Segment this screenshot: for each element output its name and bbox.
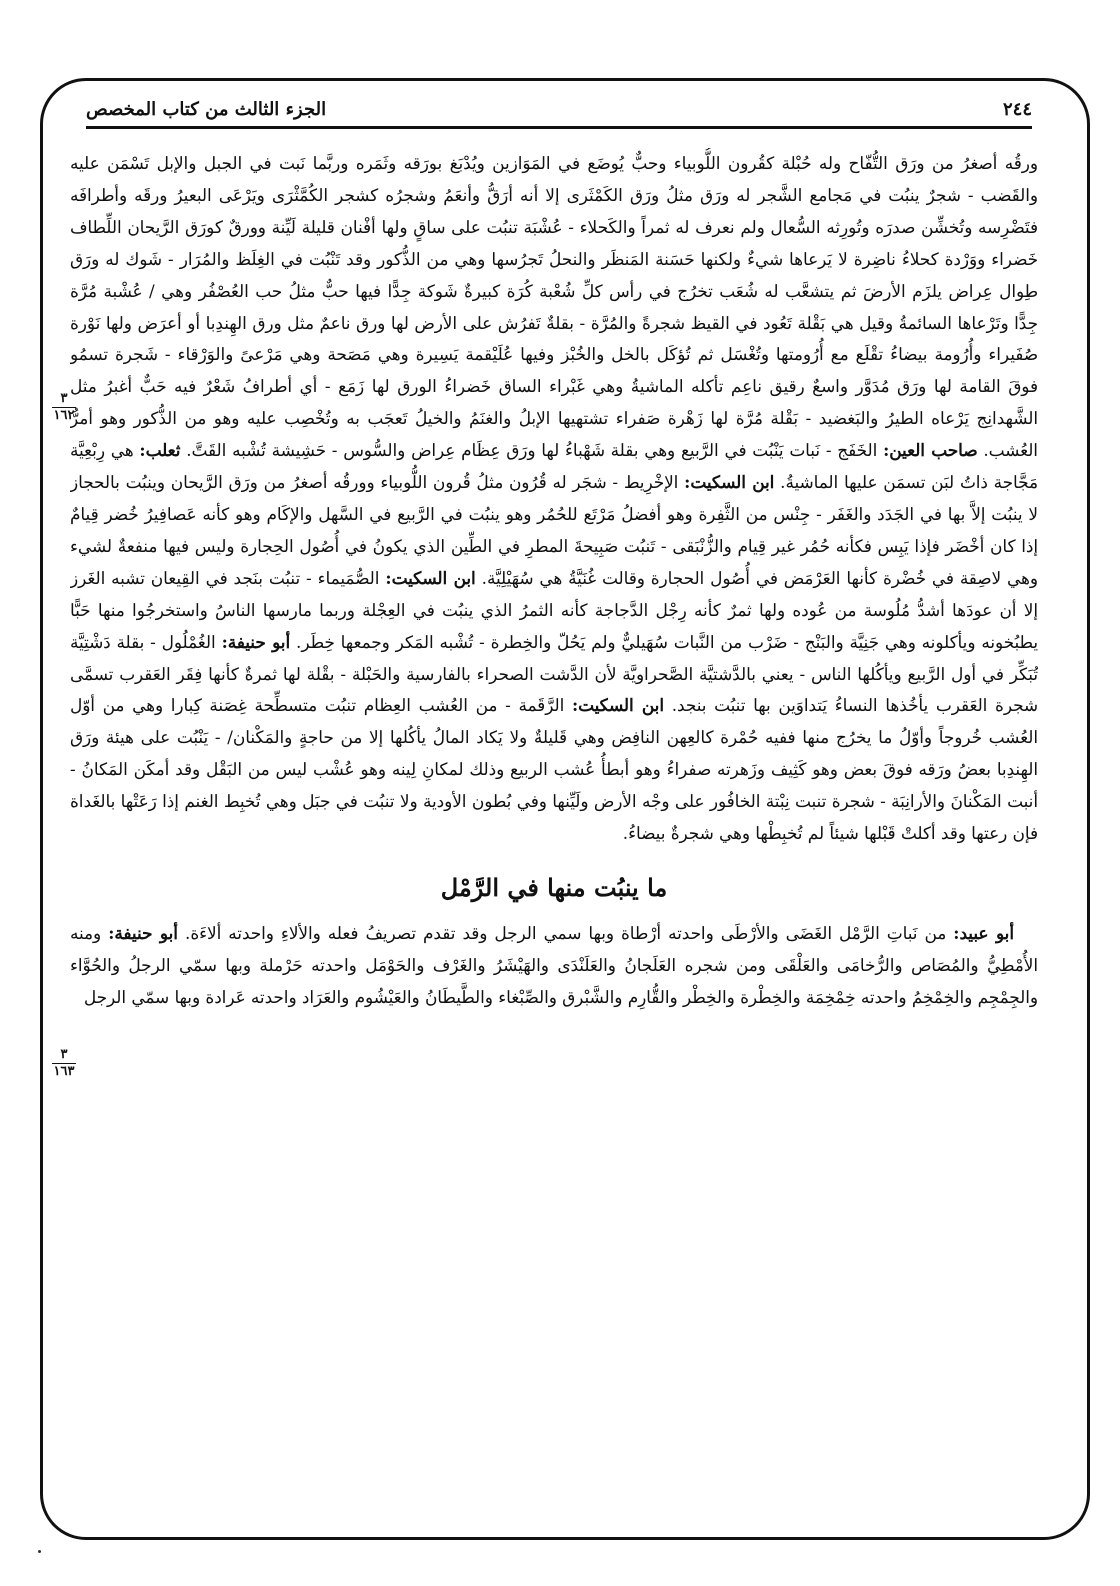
text-run: هي رِبْعِيَّة مَجَّاجة ذاتُ لبَن تسمَن عليها الماشيةُ. <box>70 440 1038 493</box>
text-run: ومنه الأُمْطِيُّ والمُصَاص والرُّخامَى والعَلْقَى ومن شجره العَلَجانُ والعَلَنْدَى والهَيْشَرُ والغَرْف والحَوْمَل واحدته حَرْملة وبها سمّي الرجلُ والحُوَّاء والجِمْجِم والخِمْخِمُ واحدته خِمْخِمَة والخِطْرة والخِطْر والقُّارِم والشَّبْرق والصِّبْغاء والطَّيطَانُ والعَيْشُوم والعَرَاد واحدته عَرادة وبها سمّي الرجل <box>70 922 1038 1007</box>
section-title: ما ينبُت منها في الرَّمْل <box>440 872 668 902</box>
margin-volume: ٣ <box>60 391 68 406</box>
page-header <box>86 94 1032 124</box>
speaker-label: صاحب العين: <box>883 440 978 461</box>
paragraph <box>70 918 1038 1014</box>
margin-page: ١٦٣ <box>53 1064 75 1079</box>
text-run: من نَباتِ الرَّمْل الغَضَى والأرْطَى واحدته أرْطاة وبها سمي الرجل وقد تقدم تصريفُ فعله والألاءِ واحدته ألاءَة. <box>184 922 947 943</box>
scan-speck <box>38 1550 41 1553</box>
main-text <box>70 148 1038 1518</box>
speaker-label: ابن السكيت: <box>385 567 476 588</box>
margin-page: ١٦٢ <box>53 408 75 423</box>
text-run: الصُّمَيماء - تنبُت بنَجد في القِيعان تشبه الغَرز إلا أن عودَها أشدُّ مُلُوسة من عُوده ولها ثمرٌ كأنه رِجْل الدَّجاجة كأنه الثمرُ الذي ينبُت في العِجْلة وربما مارسها الناسُ واستخرجُوا منها حَبًّا يطبُخونه ويأكلونه وهي جَنِيَّة والبَنْج - ضَرْب من النَّبات سُهَيليٌّ ولم يَحُلّ والخِطرة - تُشْبه المَكر وجمعها خِطَر. <box>70 567 1038 652</box>
speaker-label: ثعلب: <box>139 440 181 461</box>
margin-volume: ٣ <box>60 1047 68 1062</box>
text-run: ورقُه أصغرُ من ورَق التُّفّاح وله حُبْلة كقُرون اللُّوبياء وحبٌّ يُوضَع في المَوَازين ويُدْبَغ بورَقه وثَمَره وربَّما نَبت في الجبل والإبل تَسْمَن عليه والقَضب - شجرٌ ينبُت في مَجامع الشَّجر له ورَق مثلُ ورَق الكَمْثَرى إلا أنه أرَقُّ وأنعَمُ وشجرُه كشجر الكُمَّثْرَى ويَرْعَى البعيرُ ورقَه وأطرافَه فتَضْرِسه وتُخشِّن صدرَه وتُورِثه السُّعال ولم نعرف له ثمراً والكَحلاء - عُشْبَة تنبُت على ساقٍ ولها أفْنان قليلة لَيِّنة وورقٌ كورَق الرَّيحان اللِّطاف خَضراء ووَرْدة كحلاءُ ناضِرة لا يَرعاها شيءٌ ولكنها حَسَنة المَنظَر والنحلُ تَجرُسها وهي من الذُّكور وقد تَنْبُت في الغِلَظ والمُرَار - شَوك له ورَق طِوال عِراض يلزَم الأرضَ ثم يتشعَّب له شُعَب تخرُج في رأس كلِّ شُعْبة كُرَة كبيرةٌ شَوكة جِدًّا فيها حبٌّ مثلُ حب العُصْفُر وهي / <box>70 153 1038 301</box>
text-run: عُشْبة مُرَّة جِدًّا وتَرْعاها السائمةُ وقيل هي بَقْلة تَعُود في القيظ شجرةً والمُرَّة - بقلةٌ تَفرُش على الأرض لها ورق ناعمٌ مثل ورق الهِندِبا أو أعرَض ولها نَوْرة صُفَيراء وأُرُومة بيضاءُ تقْلَع مع أُرُومتها وتُغْسَل ثم تُؤكَل بالخل والخُبْز وفيها عُلَيْقمة يَسِيرة وهي مَصَحة وهي مَرْعىً والوَرْقاء - شَجرة تسمُو فوقَ القامة لها ورَق مُدَوَّر واسعٌ رقيق ناعِم تأكله الماشيةُ وهي غَبْراء الساق خَضراءُ الورق لها زَمَع - أي أطرافُ شَعْرٌ فيه حَبٌّ أغبرُ مثل الشَّهدانِج يَرْعاه الطيرُ والبَغضيد - بَقْلة مُرَّة لها زَهْرة صَفراء تشتهيها الإبلُ والغنَمُ والخيلُ تَعجَب به وتُخْصِب عليه وهو من الذُّكور وهو أمرُّ العُشب. <box>70 280 1038 461</box>
text-run: الغُمْلُول - بقلة دَشْتِيَّة تُبَكِّر في أول الرَّبيع ويأكُلها الناس - يعني بالدَّشتيَّة الصَّحراويَّة لأن الدَّشت الصحراء بالفارسية والحَبْلة - بقْلة لها ثمرةٌ كأنها فِقَر العَقرب تسمَّى شجرة العَقرب يأخُذها النساءُ يَتداوَين بها تنبُت بنجد. <box>70 631 1038 716</box>
text-run: الإخْرِيط - شجَر له قُرُون مثلُ قُرون اللُّوبياء وورقُه أصغرُ من ورَق الرَّيحان وينبُت بالحجاز لا ينبُت إلاَّ بها في الجَدَد والغَفَر - جِنْس من الثَّفِرة وهو أفضلُ مَرْتَع للحُمُر وهو ينبُت في الرَّبيع في السَّهل والإكَام وهو كأنه عَصافِيرُ خُضر قِيامٌ إذا كان أخْضَر فإذا يَبِس فكأنه حُمُر غير قِيام والزُّنْبَقى - تَنبُت صَبِيحةَ المطرِ في الطِّين الذي يكونُ في أُصُول الحِجارة وليس فيها منفعةٌ لشيء وهي لاصِقة في خُضْرة كأنها العَرْمَض في أُصُول الحجارة وقالت غُنَيَّةُ هي سُهَيْلِيَّة. <box>70 472 1038 588</box>
paragraph <box>70 148 1038 850</box>
running-title: الجزء الثالث من كتاب المخصص <box>86 98 327 120</box>
text-run: يَنْبُت على هيئة ورَق الهِندِبا بعضُ ورَقه فوقَ بعض وهو كَثِيف وزَهرته صفراءُ وهو أبطأُ عُشب الربيع وذلك لمكانِ لِينه وهو عُشْب ليس من البَقْل وقد أمكَن المَكانُ - أنبت المَكْنانَ والأرانِبَة - شجرة تنبت نِبْتة الخافُور على وجْه الأرض ولَيِّنها وفي بُطون الأودية ولا تنبُت في جبَل وهي تُخبِط الغنم إذا رَعَتْها بالغَداة فإن رعتها وقد أكلتْ قَبْلها شيئاً لم تُخبِطْها وهي شجرةٌ بيضاءُ. <box>70 727 1038 844</box>
speaker-label: ابن السكيت: <box>571 695 665 716</box>
text-run: الخَفَج - نَبات يَنْبُت في الرَّبيع وهي بقلة شَهْباءُ لها ورَق عِظَام عِراض والسُّوس - حَشِيشة تُشْبه القَتَّ. <box>186 440 878 461</box>
header-rule <box>86 126 1032 129</box>
speaker-label: أبو حنيفة: <box>108 922 178 943</box>
speaker-label: ابن السكيت: <box>684 472 775 493</box>
text-run: الرَّقَمة - من العُشب العِظام تنبُت متسطِّحة غِصَنة كِبارا وهي من أوّل العُشب خُروجاً وأوّلُ ما يخرُج منها ففيه حُمْرة كالعِهن النافِض وهي قَليلةٌ ولا يَكاد المالُ يأكُلها إلا من حاجةٍ والمَكْنان/ - <box>70 695 1038 748</box>
speaker-label: أبو عبيد: <box>953 922 1014 943</box>
speaker-label: أبو حنيفة: <box>221 631 291 652</box>
page-number: ٢٤٤ <box>1002 98 1032 120</box>
